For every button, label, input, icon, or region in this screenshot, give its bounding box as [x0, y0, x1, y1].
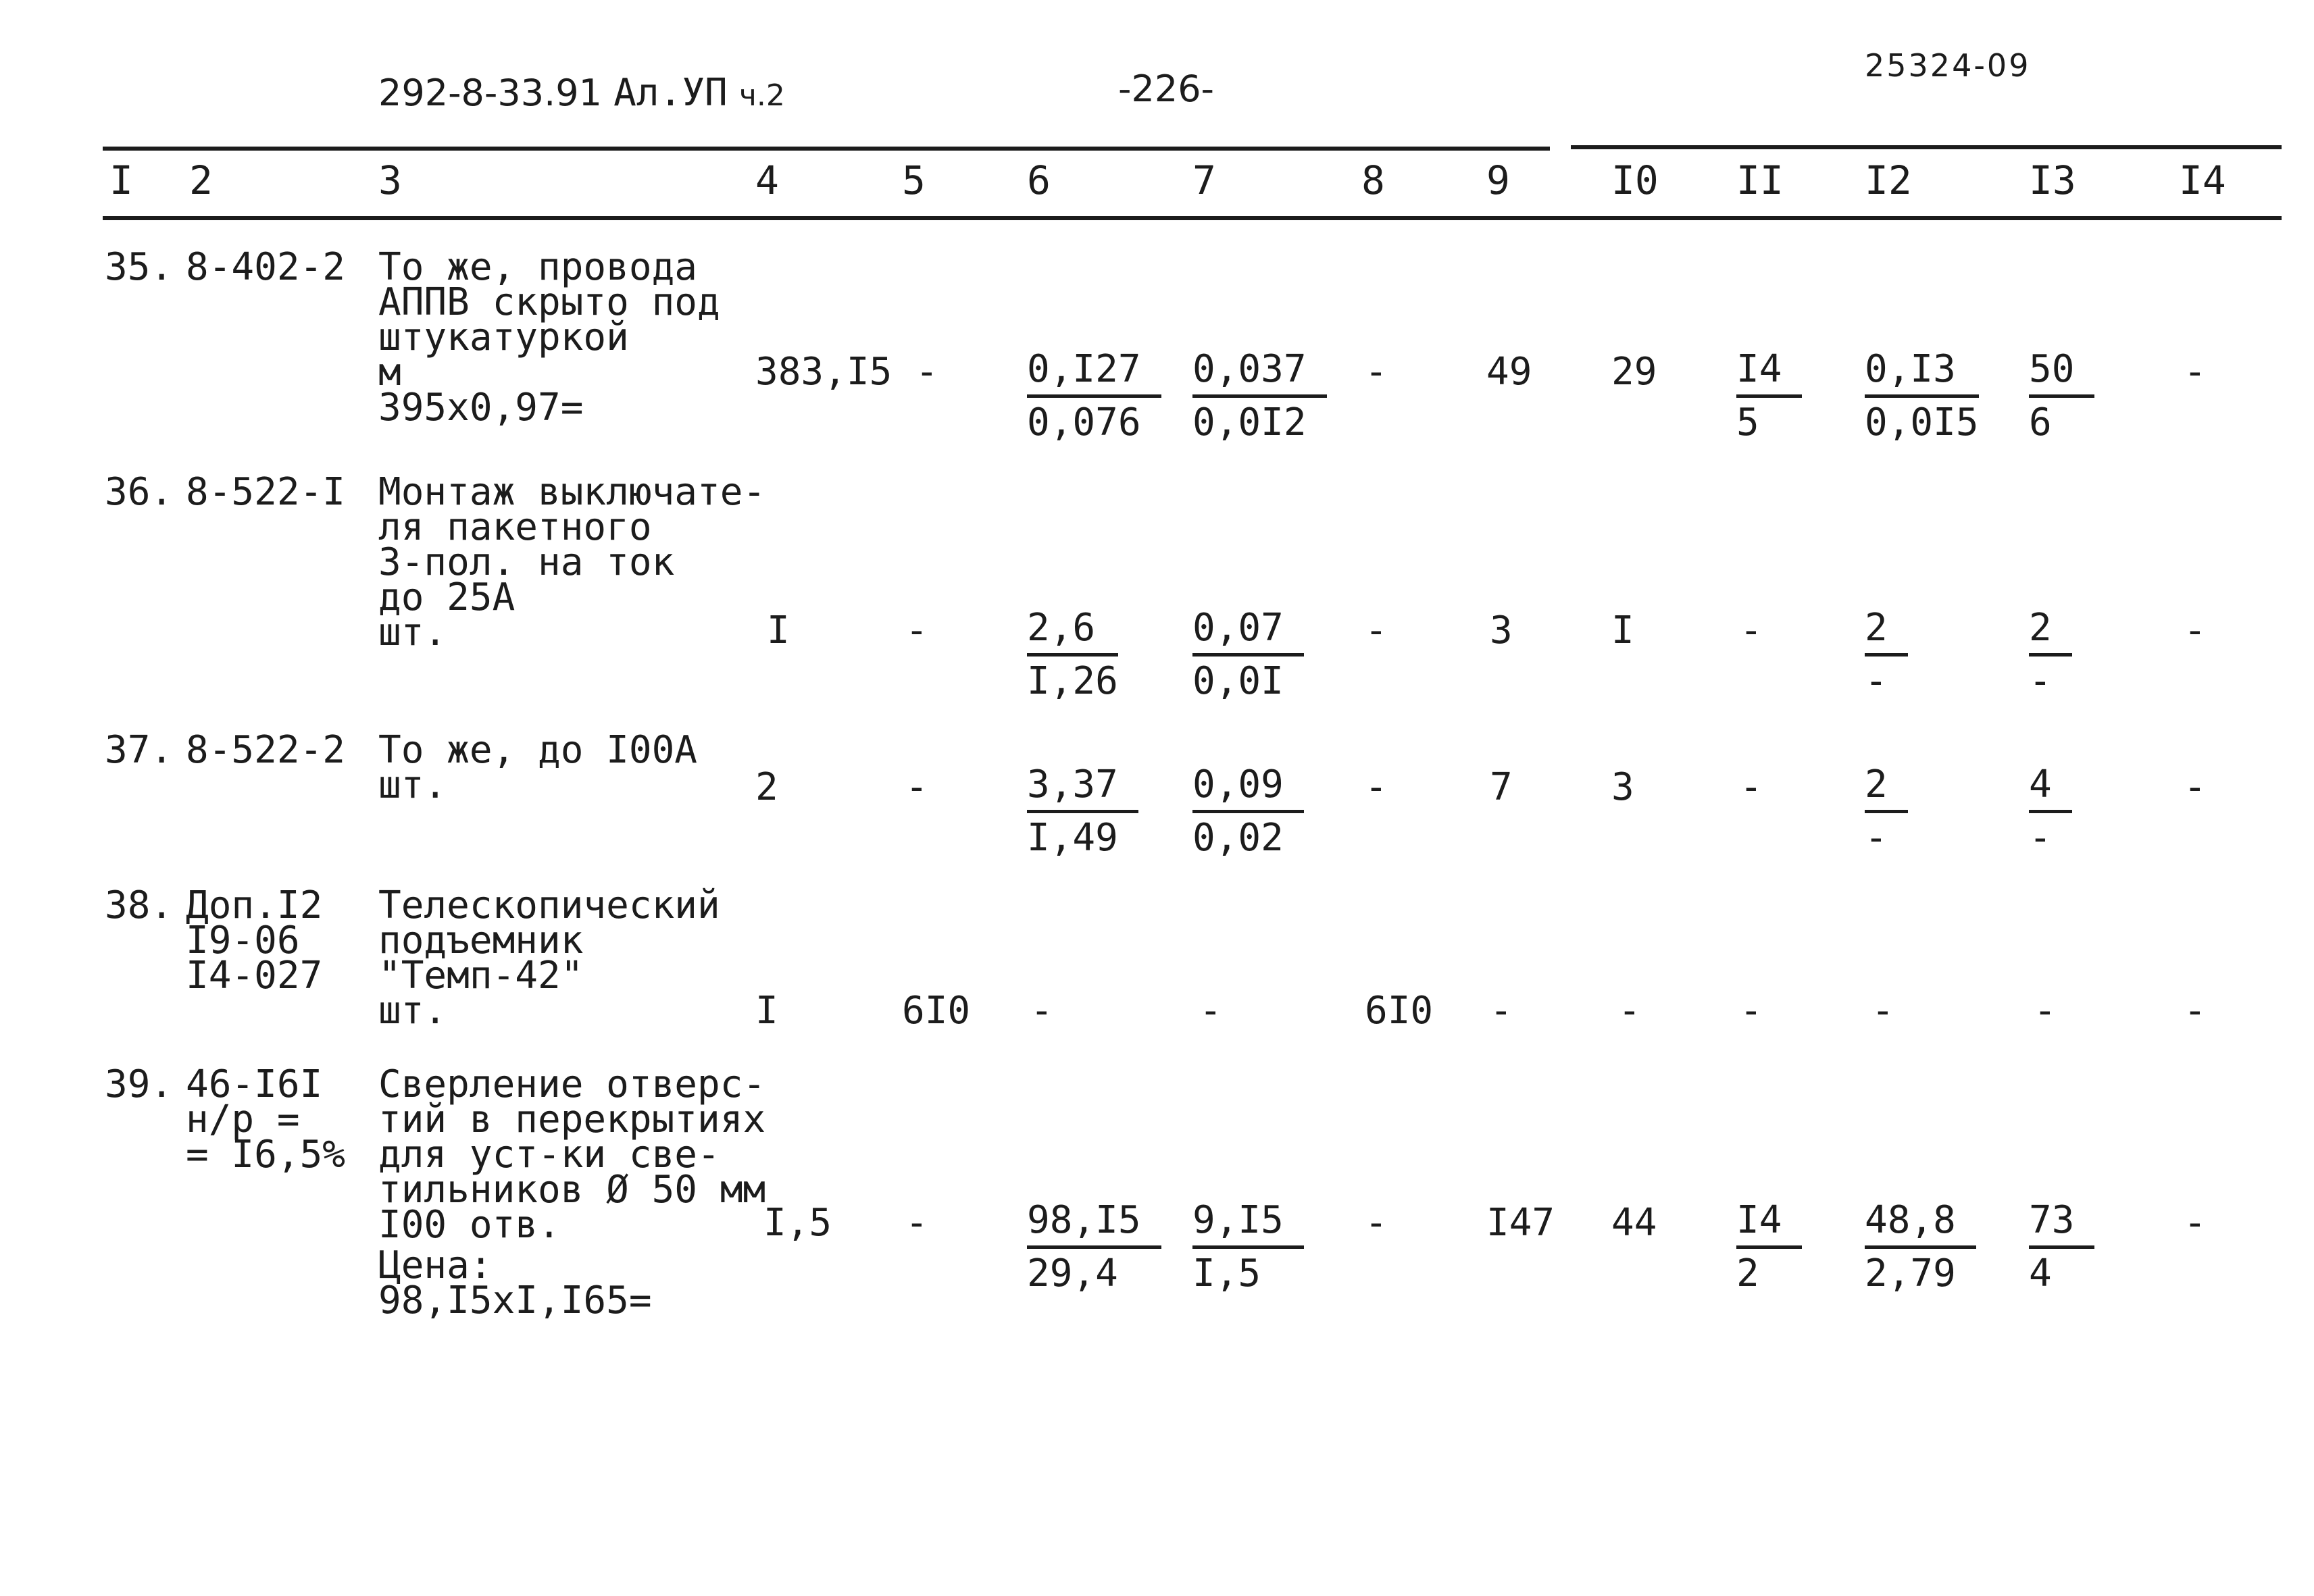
cell-col14: - [2184, 350, 2207, 394]
norm-code: 8-402-2 [186, 245, 346, 289]
machine-cost: 0,09 [1192, 760, 1304, 813]
col13-fraction [2029, 344, 2094, 448]
unit-cost-fraction [1027, 1195, 1161, 1299]
work-description: То же, провода АППВ скрыто под штукатуркой м 395х0,97= [378, 245, 720, 430]
cell-col10: 44 [1611, 1201, 1657, 1245]
cell-col9: I47 [1486, 1201, 1555, 1245]
quantity: I,5 [763, 1201, 832, 1245]
norm-code: 46-I6I н/р = = I6,5% [186, 1062, 346, 1177]
unit-cost-fraction [1027, 344, 1161, 448]
column-number: 9 [1486, 157, 1510, 203]
work-description: То же, до I00А шт. [378, 728, 698, 807]
quantity: 383,I5 [755, 350, 892, 394]
cell-col12: - [1871, 989, 1894, 1033]
cell-col8: - [1365, 765, 1388, 809]
col12-bottom: - [1865, 659, 1888, 703]
unit-cost-total: 2,6 [1027, 603, 1118, 657]
header-rule-right [1571, 145, 2282, 149]
norm-code: 8-522-2 [186, 728, 346, 772]
row-number: 36. [105, 470, 174, 514]
cell-col9: - [1490, 989, 1513, 1033]
column-number: I [109, 157, 133, 203]
column-number: 7 [1192, 157, 1216, 203]
price-calculation: Цена: 98,I5хI,I65= [378, 1243, 652, 1322]
col11-bottom: 5 [1736, 401, 1759, 444]
cell-col13: - [2034, 989, 2057, 1033]
machine-cost-fraction [1192, 344, 1327, 448]
cell-col10: 3 [1611, 765, 1634, 809]
cell-col14: - [2184, 609, 2207, 652]
machine-cost-fraction [1192, 603, 1304, 706]
work-description: Монтаж выключате- ля пакетного 3-пол. на ток до 25А шт. [378, 470, 766, 654]
col12-bottom: 2,79 [1865, 1252, 1956, 1295]
norm-code: Доп.I2 I9-06 I4-027 [186, 883, 323, 998]
quantity: I [755, 989, 778, 1033]
col13-bottom: 4 [2029, 1252, 2052, 1295]
row-number: 35. [105, 245, 174, 289]
machine-cost: 0,037 [1192, 344, 1327, 398]
cell-col11: - [1740, 765, 1763, 809]
cell-col10: 29 [1611, 350, 1657, 394]
column-number: I2 [1865, 157, 1912, 203]
machine-cost-fraction [1192, 1195, 1304, 1299]
col12-fraction [1865, 760, 1908, 863]
norm-code: 8-522-I [186, 470, 346, 514]
work-description: Телескопический подъемник "Темп-42" шт. [378, 883, 720, 1033]
col12-top: 2 [1865, 603, 1908, 657]
machine-cost-wages: I,5 [1192, 1252, 1261, 1295]
cell-col14: - [2184, 1201, 2207, 1245]
row-number: 38. [105, 883, 174, 927]
cell-col11: - [1740, 989, 1763, 1033]
col11-top: I4 [1736, 344, 1802, 398]
column-number: 5 [902, 157, 926, 203]
col12-fraction [1865, 603, 1908, 706]
work-description: Сверление отверс- тий в перекрытиях для уст-ки све- тильников Ø 50 мм I00 отв. [378, 1062, 766, 1247]
col12-fraction [1865, 344, 1979, 448]
unit-cost-fraction [1027, 603, 1118, 706]
unit-cost-total: 3,37 [1027, 760, 1138, 813]
document-code-part: ч.2 [738, 78, 785, 113]
col13-bottom: - [2029, 816, 2052, 860]
column-number: 2 [189, 157, 213, 203]
machine-cost-wages: 0,02 [1192, 816, 1284, 860]
cell-col9: 49 [1486, 350, 1532, 394]
col13-bottom: 6 [2029, 401, 2052, 444]
unit-cost-wages: 29,4 [1027, 1252, 1118, 1295]
cell-col10: - [1618, 989, 1641, 1033]
cell-col7: - [1199, 989, 1222, 1033]
cell-col8: - [1365, 609, 1388, 652]
col13-fraction [2029, 1195, 2094, 1299]
cell-col9: 7 [1490, 765, 1513, 809]
unit-cost-fraction [1027, 760, 1138, 863]
cell-col5: 6I0 [902, 989, 971, 1033]
cell-col8: - [1365, 1201, 1388, 1245]
cell-col5: - [905, 609, 928, 652]
column-number: I4 [2179, 157, 2226, 203]
column-number: 8 [1361, 157, 1385, 203]
row-number: 37. [105, 728, 174, 772]
column-number: II [1736, 157, 1784, 203]
quantity: 2 [755, 765, 778, 809]
column-number: I3 [2029, 157, 2076, 203]
machine-cost: 9,I5 [1192, 1195, 1304, 1249]
cell-col5: - [915, 350, 938, 394]
header-rule-left [103, 147, 1550, 151]
unit-cost-total: 0,I27 [1027, 344, 1161, 398]
cell-col9: 3 [1490, 609, 1513, 652]
cell-col5: - [905, 765, 928, 809]
cell-col14: - [2184, 989, 2207, 1033]
page-number: -226- [1118, 68, 1215, 110]
row-number: 39. [105, 1062, 174, 1106]
col13-top: 50 [2029, 344, 2094, 398]
column-number: 4 [755, 157, 779, 203]
col12-fraction [1865, 1195, 1976, 1299]
col12-bottom: 0,0I5 [1865, 401, 1979, 444]
machine-cost-wages: 0,0I2 [1192, 401, 1307, 444]
machine-cost: 0,07 [1192, 603, 1304, 657]
document-code-number: 292-8-33.91 [378, 72, 602, 114]
cell-col11: - [1740, 609, 1763, 652]
col13-fraction [2029, 760, 2072, 863]
column-numbers-rule [103, 216, 2282, 220]
col11-fraction [1736, 1195, 1802, 1299]
archive-number: 25324-09 [1865, 47, 2031, 84]
col12-top: 0,I3 [1865, 344, 1979, 398]
col11-fraction [1736, 344, 1802, 448]
unit-cost-wages: 0,076 [1027, 401, 1141, 444]
column-number: 6 [1027, 157, 1051, 203]
cell-col10: I [1611, 609, 1634, 652]
column-number: 3 [378, 157, 402, 203]
col13-top: 2 [2029, 603, 2072, 657]
unit-cost-wages: I,49 [1027, 816, 1118, 860]
col12-bottom: - [1865, 816, 1888, 860]
col11-bottom: 2 [1736, 1252, 1759, 1295]
document-code-album: Ал.УП [613, 71, 728, 115]
col12-top: 2 [1865, 760, 1908, 813]
col13-top: 73 [2029, 1195, 2094, 1249]
cell-col14: - [2184, 765, 2207, 809]
col13-fraction [2029, 603, 2072, 706]
col12-top: 48,8 [1865, 1195, 1976, 1249]
machine-cost-wages: 0,0I [1192, 659, 1284, 703]
cell-col8: - [1365, 350, 1388, 394]
unit-cost-total: 98,I5 [1027, 1195, 1161, 1249]
document-code [378, 71, 785, 115]
quantity: I [767, 609, 790, 652]
cell-col6: - [1030, 989, 1053, 1033]
unit-cost-wages: I,26 [1027, 659, 1118, 703]
cell-col8: 6I0 [1365, 989, 1434, 1033]
col13-bottom: - [2029, 659, 2052, 703]
col13-top: 4 [2029, 760, 2072, 813]
machine-cost-fraction [1192, 760, 1304, 863]
column-number: I0 [1611, 157, 1659, 203]
col11-top: I4 [1736, 1195, 1802, 1249]
cell-col5: - [905, 1201, 928, 1245]
